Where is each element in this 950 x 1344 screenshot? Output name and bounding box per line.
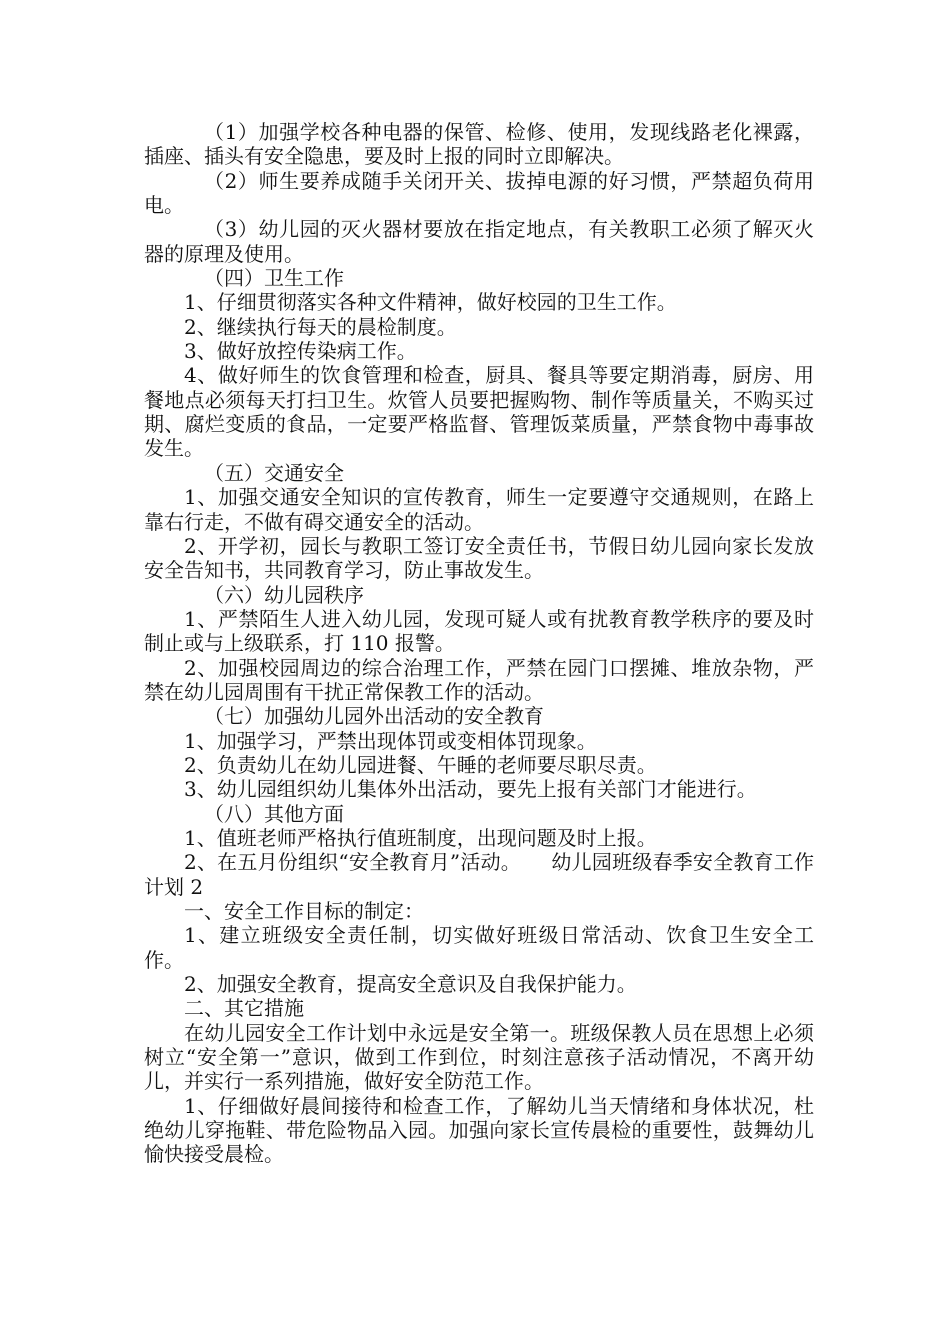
section-heading: 一、安全工作目标的制定：	[184, 899, 424, 923]
section-heading: （五）交通安全	[204, 460, 344, 485]
section-heading: 二、其它措施	[184, 996, 304, 1021]
section-heading: （六）幼儿园秩序	[204, 582, 364, 607]
paragraph: （3）幼儿园的灭火器材要放在指定地点，有关教职工必须了解灭火器的原理及使用。	[144, 217, 814, 266]
paragraph: 2、加强校园周边的综合治理工作，严禁在园门口摆摊、堆放杂物，严禁在幼儿园周围有干扰正常保教工作的活动。	[144, 655, 814, 704]
paragraph: 1、仔细做好晨间接待和检查工作，了解幼儿当天情绪和身体状况，杜绝幼儿穿拖鞋、带危险物品入园。加强向家长宣传晨检的重要性，鼓舞幼儿愉快接受晨检。	[144, 1093, 814, 1167]
document-page	[144, 120, 814, 1167]
paragraph: 2、在五月份组织“安全教育月”活动。 幼儿园班级春季安全教育工作计划 2	[144, 850, 814, 899]
section-heading: （四）卫生工作	[204, 266, 344, 291]
paragraph: 1、加强学习，严禁出现体罚或变相体罚现象。	[184, 728, 597, 753]
paragraph: 1、建立班级安全责任制，切实做好班级日常活动、饮食卫生安全工作。	[144, 923, 814, 972]
paragraph: 1、值班老师严格执行值班制度，出现问题及时上报。	[184, 825, 657, 850]
paragraph: （1）加强学校各种电器的保管、检修、使用，发现线路老化裸露，插座、插头有安全隐患，要及时上报的同时立即解决。	[144, 120, 814, 169]
paragraph: 2、开学初，园长与教职工签订安全责任书，节假日幼儿园向家长发放安全告知书，共同教育学习，防止事故发生。	[144, 533, 814, 583]
paragraph: 1、严禁陌生人进入幼儿园，发现可疑人或有扰教育教学秩序的要及时制止或与上级联系，打 110 报警。	[144, 606, 814, 656]
paragraph: 3、幼儿园组织幼儿集体外出活动，要先上报有关部门才能进行。	[184, 777, 757, 802]
paragraph: 4、做好师生的饮食管理和检查，厨具、餐具等要定期消毒，厨房、用餐地点必须每天打扫卫生。炊管人员要把握购物、制作等质量关，不购买过期、腐烂变质的食品，一定要严格监督、管理饭菜质量，严禁食物中毒事故发生。	[144, 363, 814, 461]
paragraph: 在幼儿园安全工作计划中永远是安全第一。班级保教人员在思想上必须树立“安全第一”意识，做到工作到位，时刻注意孩子活动情况，不离开幼儿，并实行一系列措施，做好安全防范工作。	[144, 1020, 814, 1094]
paragraph: 3、做好放控传染病工作。	[184, 339, 417, 364]
paragraph: （2）师生要养成随手关闭开关、拔掉电源的好习惯，严禁超负荷用电。	[144, 168, 814, 218]
section-heading: （七）加强幼儿园外出活动的安全教育	[204, 704, 544, 729]
section-heading: （八）其他方面	[204, 801, 344, 826]
paragraph: 2、负责幼儿在幼儿园进餐、午睡的老师要尽职尽责。	[184, 752, 657, 777]
paragraph: 1、仔细贯彻落实各种文件精神，做好校园的卫生工作。	[184, 290, 677, 315]
paragraph: 1、加强交通安全知识的宣传教育，师生一定要遵守交通规则，在路上靠右行走，不做有碍交通安全的活动。	[144, 485, 814, 534]
paragraph: 2、继续执行每天的晨检制度。	[184, 314, 457, 339]
paragraph: 2、加强安全教育，提高安全意识及自我保护能力。	[184, 972, 637, 997]
